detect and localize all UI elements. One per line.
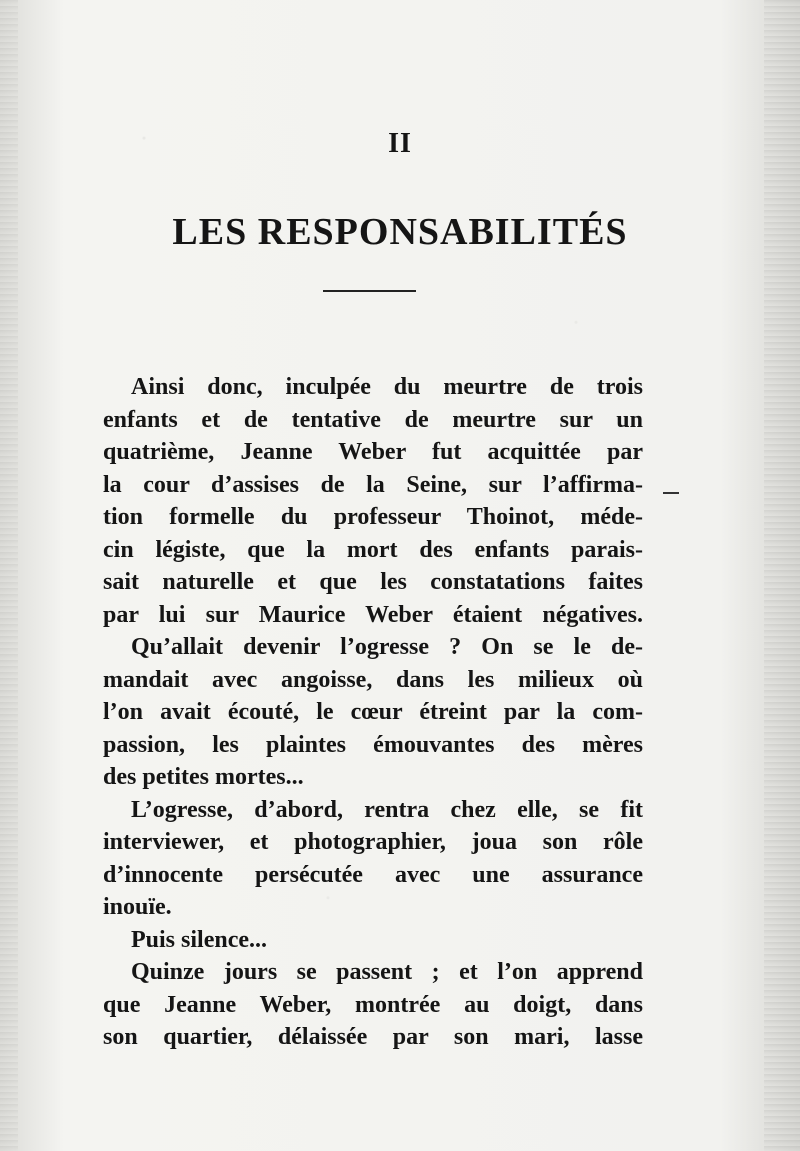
page-edge-right bbox=[764, 0, 800, 1151]
body-line-9: Qu’allait devenir l’ogresse ? On se le de- bbox=[131, 634, 643, 660]
body-line-20: que Jeanne Weber, montrée au doigt, dans bbox=[103, 991, 643, 1018]
margin-dash-mark bbox=[663, 492, 679, 494]
body-line-8: par lui sur Maurice Weber étaient négatives. bbox=[103, 601, 643, 628]
body-line-4: la cour d’assises de la Seine, sur l’affirma- bbox=[103, 471, 643, 498]
body-line-3: quatrième, Jeanne Weber fut acquittée par bbox=[103, 439, 643, 465]
body-line-2: enfants et de tentative de meurtre sur un bbox=[103, 406, 643, 433]
chapter-title: LES RESPONSABILITÉS bbox=[172, 211, 628, 253]
page-edge-left bbox=[0, 0, 18, 1151]
body-line-14: L’ogresse, d’abord, rentra chez elle, se fit bbox=[131, 796, 643, 823]
body-line-12: passion, les plaintes émouvantes des mères bbox=[103, 731, 643, 758]
body-line-15: interviewer, et photographier, joua son rôle bbox=[103, 829, 643, 855]
body-line-7: sait naturelle et que les constatations faites bbox=[103, 569, 643, 595]
body-line-10: mandait avec angoisse, dans les milieux où bbox=[103, 666, 643, 693]
body-line-17: inouïe. bbox=[103, 894, 172, 920]
title-rule bbox=[323, 290, 416, 292]
body-line-11: l’on avait écouté, le cœur étreint par la com- bbox=[103, 699, 643, 725]
body-line-21: son quartier, délaissée par son mari, lasse bbox=[103, 1024, 643, 1050]
body-line-1: Ainsi donc, inculpée du meurtre de trois bbox=[131, 374, 643, 400]
body-line-6: cin légiste, que la mort des enfants parais- bbox=[103, 536, 643, 563]
body-line-16: d’innocente persécutée avec une assurance bbox=[103, 861, 643, 888]
body-line-5: tion formelle du professeur Thoinot, méde- bbox=[103, 504, 643, 530]
body-text bbox=[103, 371, 643, 1054]
body-line-13: des petites mortes... bbox=[103, 764, 304, 790]
chapter-number: II bbox=[388, 128, 412, 159]
body-line-18: Puis silence... bbox=[131, 926, 267, 953]
body-line-19: Quinze jours se passent ; et l’on apprend bbox=[131, 959, 643, 985]
